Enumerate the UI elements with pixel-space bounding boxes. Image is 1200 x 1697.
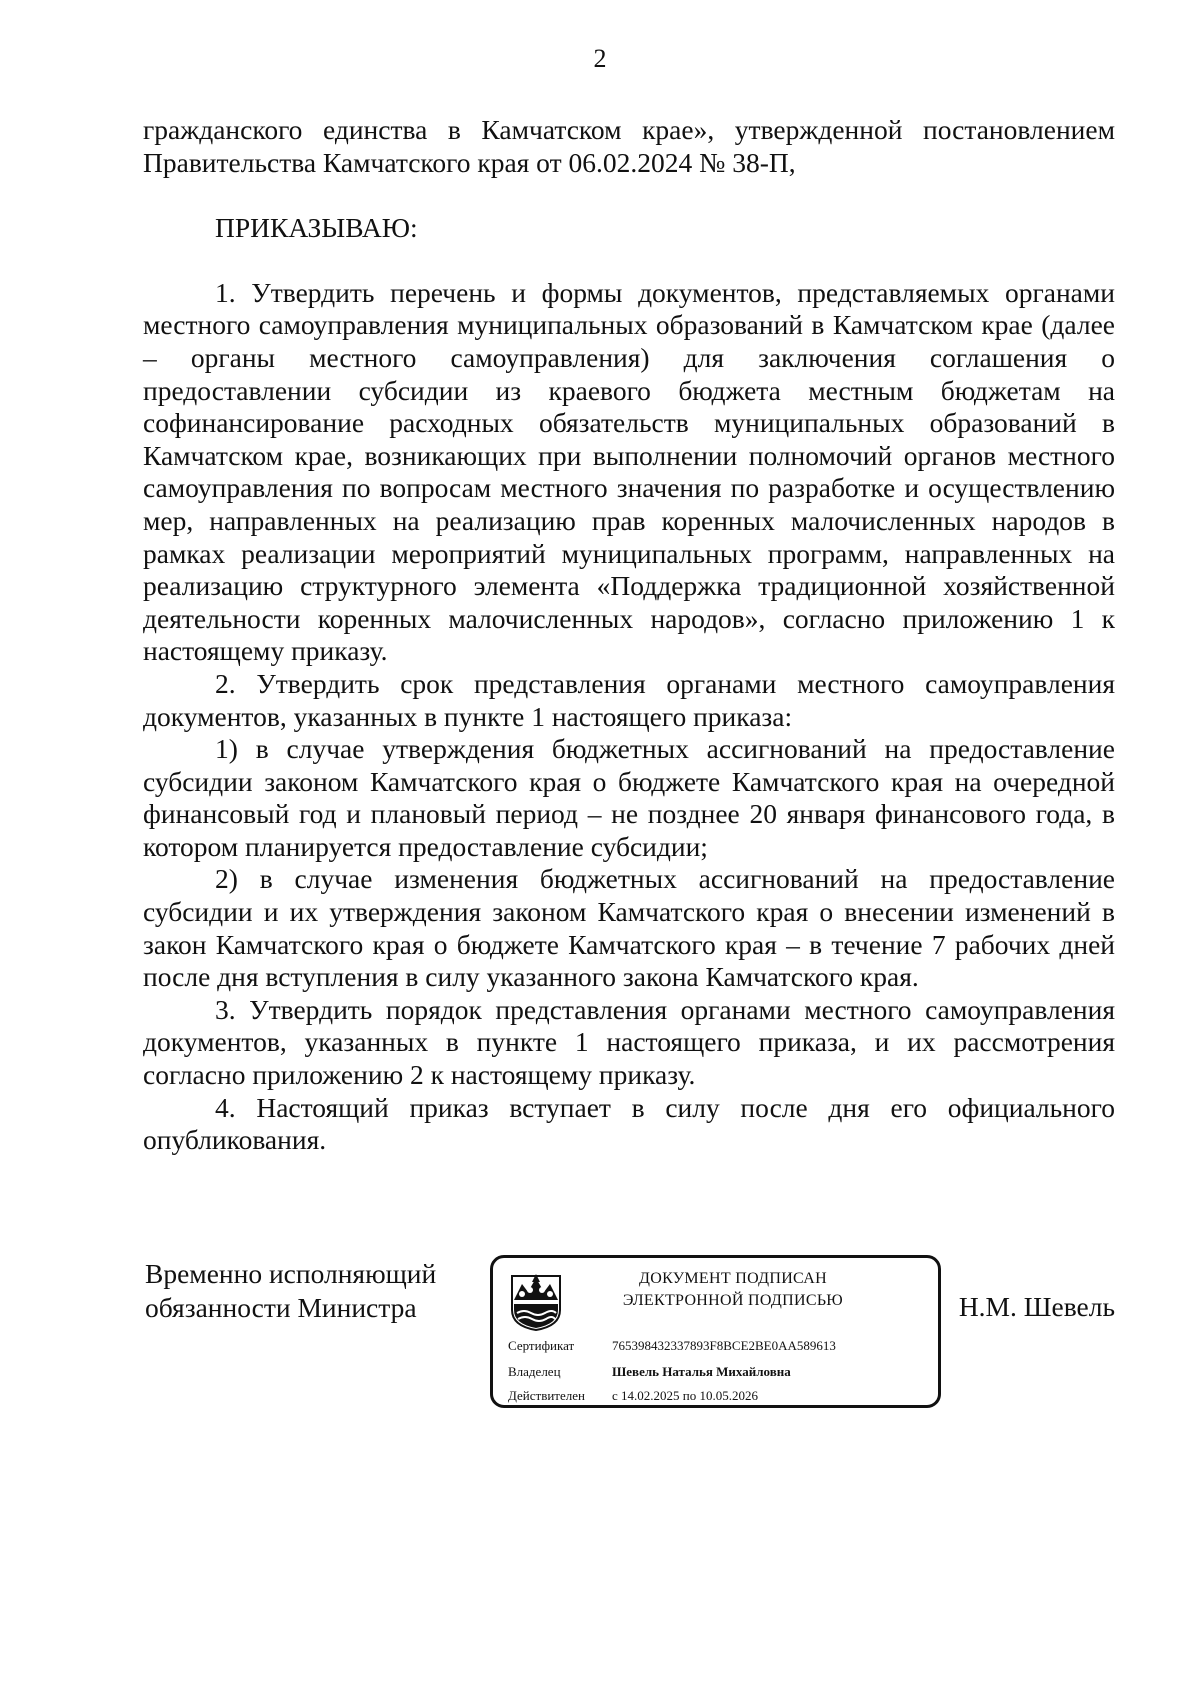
- stamp-validity-row: [508, 1388, 758, 1404]
- validity-label: Действителен: [508, 1388, 585, 1403]
- signer-title-line-2: обязанности Министра: [145, 1292, 417, 1323]
- clause-2: 2. Утвердить срок представления органами местного самоуправления документов, указанных в пункте 1 настоящего приказа:: [143, 667, 1115, 732]
- clause-4: 4. Настоящий приказ вступает в силу после дня его официального опубликования.: [143, 1091, 1115, 1156]
- document-body: [143, 114, 1115, 1157]
- clause-2-subitem-1: 1) в случае утверждения бюджетных ассигнований на предоставление субсидии законом Камчатского края о бюджете Камчатского края на очередной финансовый год и плановый период – не позднее 20 января финансового года, в котором планируется предоставление субсидии;: [143, 733, 1115, 862]
- stamp-heading-line-1: ДОКУМЕНТ ПОДПИСАН: [639, 1270, 827, 1287]
- signer-title-line-1: Временно исполняющий: [145, 1258, 437, 1289]
- order-heading: ПРИКАЗЫВАЮ:: [215, 212, 418, 244]
- stamp-heading: [573, 1268, 893, 1312]
- signer-name: Н.М. Шевель: [958, 1291, 1115, 1322]
- signer-title: [145, 1257, 436, 1325]
- certificate-value: 765398432337893F8BCE2BE0AA589613: [612, 1338, 836, 1353]
- stamp-heading-line-2: ЭЛЕКТРОННОЙ ПОДПИСЬЮ: [622, 1292, 844, 1309]
- validity-value: с 14.02.2025 по 10.05.2026: [612, 1388, 758, 1403]
- intro-paragraph: гражданского единства в Камчатском крае», утвержденной постановлением Правительства Камчатского края от 06.02.2024 № 38-П,: [143, 114, 1115, 178]
- clause-2-subitem-2: 2) в случае изменения бюджетных ассигнований на предоставление субсидии и их утверждения законом Камчатского края о внесении изменений в закон Камчатского края о бюджете Камчатского края – в течение 7 рабочих дней после дня вступления в силу указанного закона Камчатского края.: [143, 863, 1115, 993]
- owner-value: Шевель Наталья Михайловна: [612, 1364, 791, 1379]
- clause-3: 3. Утвердить порядок представления органами местного самоуправления документов, указанных в пункте 1 настоящего приказа, и их рассмотрения согласно приложению 2 к настоящему приказу.: [143, 993, 1115, 1091]
- stamp-owner-row: [508, 1364, 791, 1380]
- clause-1: 1. Утвердить перечень и формы документов, представляемых органами местного самоуправления муниципальных образований в Камчатском крае (далее – органы местного самоуправления) для заключения соглашения о предоставлении субсидии из краевого бюджета местным бюджетам на софинансирование расходных обязательств муниципальных образований в Камчатском крае, возникающих при выполнении полномочий органов местного самоуправления по вопросам местного значения по разработке и осуществлению мер, направленных на реализацию прав коренных малочисленных народов в рамках реализации мероприятий муниципальных программ, направленных на реализацию структурного элемента «Поддержка традиционной хозяйственной деятельности коренных малочисленных народов», согласно приложению 1 к настоящему приказу.: [143, 276, 1115, 667]
- certificate-label: Сертификат: [508, 1338, 575, 1353]
- owner-label: Владелец: [508, 1364, 561, 1379]
- page-number: 2: [593, 44, 607, 73]
- signature-block: [143, 1257, 1115, 1427]
- kamchatka-emblem-icon: [508, 1270, 564, 1332]
- electronic-signature-stamp: [490, 1255, 941, 1408]
- stamp-certificate-row: [508, 1338, 836, 1354]
